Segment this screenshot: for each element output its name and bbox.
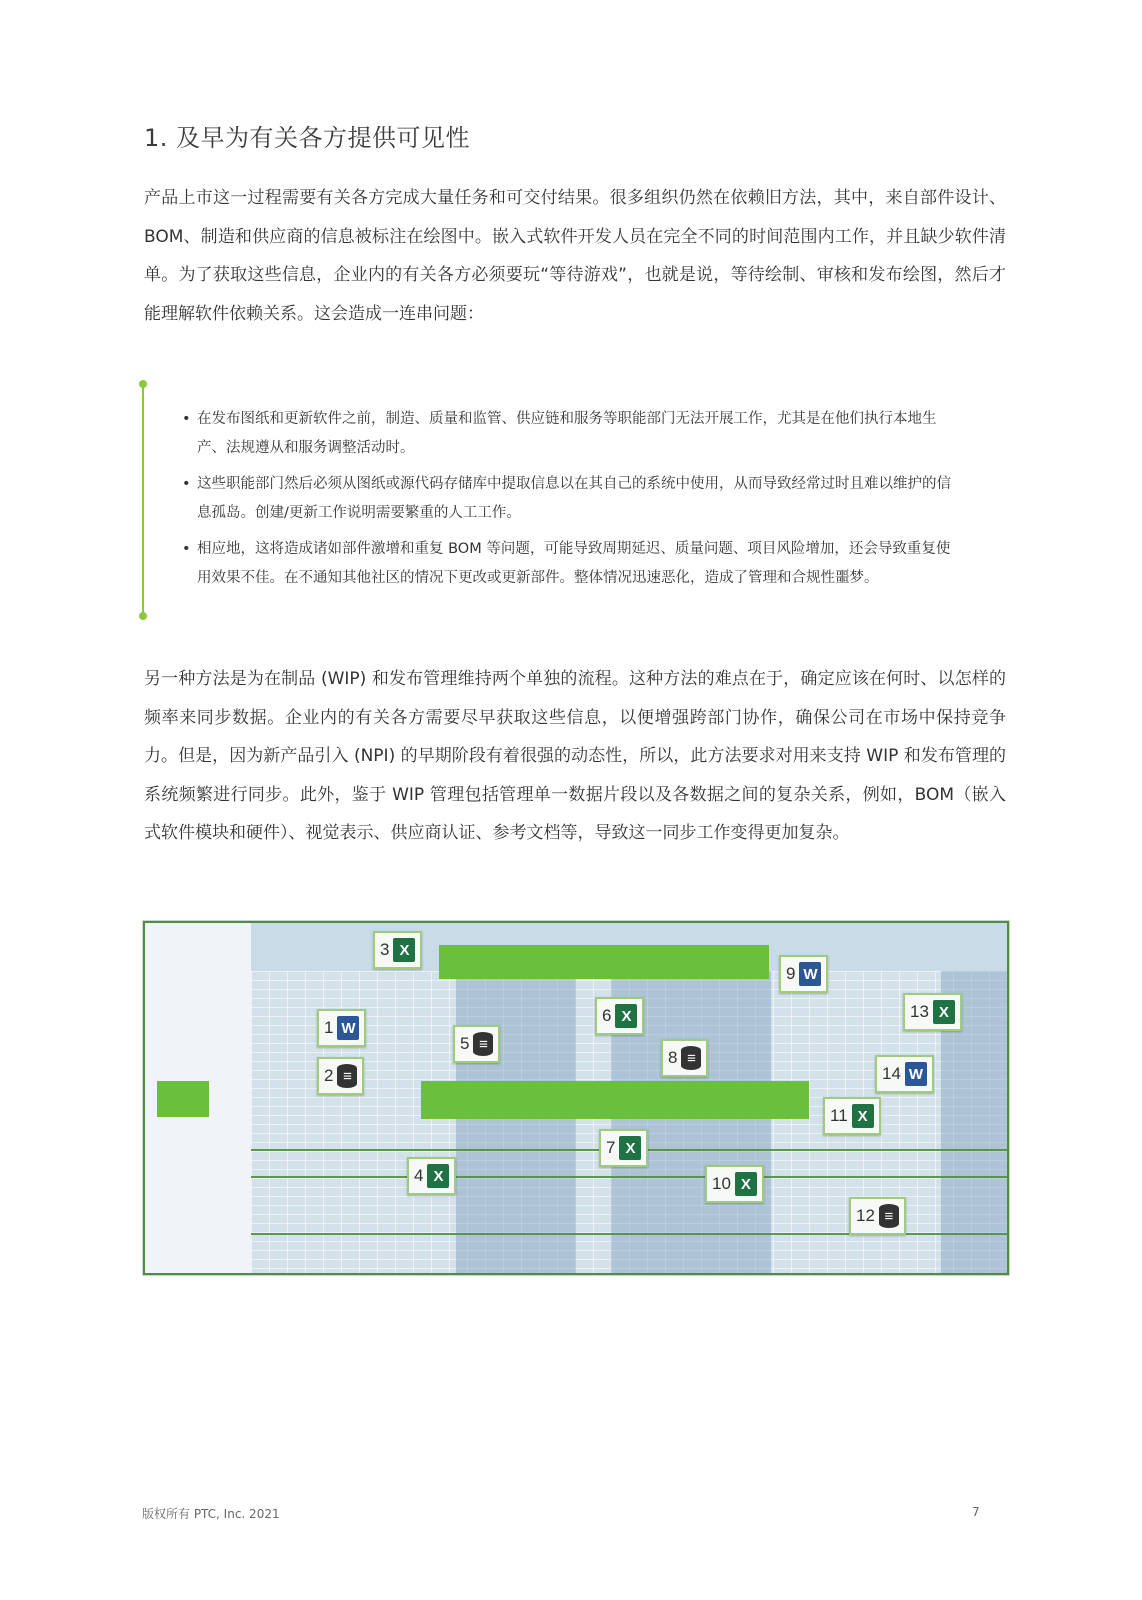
tile-number: 9 [786, 964, 796, 983]
file-tile-10 [705, 1165, 764, 1203]
database-icon: ≡ [337, 1064, 357, 1088]
file-tile-13 [903, 993, 962, 1031]
tile-number: 1 [324, 1018, 334, 1037]
callout-top-dot [139, 380, 147, 388]
database-icon: ≡ [879, 1204, 899, 1228]
word-icon: W [337, 1016, 359, 1040]
tile-number: 2 [324, 1066, 334, 1085]
excel-icon: X [933, 1000, 955, 1024]
tile-number: 7 [606, 1138, 616, 1157]
excel-icon: X [735, 1172, 757, 1196]
excel-icon: X [615, 1004, 637, 1028]
database-icon: ≡ [681, 1046, 701, 1070]
file-tile-2 [317, 1057, 364, 1095]
problems-list [182, 405, 962, 600]
file-tile-5 [453, 1025, 500, 1063]
tile-number: 5 [460, 1034, 470, 1053]
tile-number: 3 [380, 940, 390, 959]
excel-icon: X [427, 1164, 449, 1188]
callout-bottom-dot [139, 612, 147, 620]
redacted-bar [439, 945, 769, 979]
redacted-bar [421, 1081, 809, 1119]
list-item-text: 这些职能部门然后必须从图纸或源代码存储库中提取信息以在其自己的系统中使用，从而导致经常过时且难以维护的信息孤岛。创建/更新工作说明需要繁重的人工工作。 [197, 476, 951, 521]
section-heading: 1. 及早为有关各方提供可见性 [144, 124, 471, 152]
footer-copyright: 版权所有 PTC, Inc. 2021 [142, 1507, 280, 1521]
word-icon: W [799, 962, 821, 986]
redacted-bar [157, 1081, 209, 1117]
database-icon: ≡ [473, 1032, 493, 1056]
tile-number: 11 [830, 1106, 848, 1125]
deliverables-matrix-figure [142, 920, 1010, 1276]
file-tile-4 [407, 1157, 456, 1195]
word-icon: W [905, 1062, 927, 1086]
file-tile-6 [595, 997, 644, 1035]
wip-paragraph: 另一种方法是为在制品 (WIP) 和发布管理维持两个单独的流程。这种方法的难点在于，确定应该在何时、以怎样的频率来同步数据。企业内的有关各方需要尽早获取这些信息，以便增强跨部门协作，确保公司在市场中保持竞争力。但是，因为新产品引入 (NPI) 的早期阶段有着很强的动态性，所以，此方法要求对用来支持 WIP 和发布管理的系统频繁进行同步。此外，鉴于 WIP 管理包括管理单一数据片段以及各数据之间的复杂关系，例如，BOM（嵌入式软件模块和硬件）、视觉表示、供应商认证、参考文档等，导致这一同步工作变得更加复杂。 [144, 669, 1006, 843]
file-tile-14 [875, 1055, 934, 1093]
file-tile-3 [373, 931, 422, 969]
tile-number: 13 [910, 1002, 929, 1021]
tile-number: 4 [414, 1166, 424, 1185]
list-item [182, 405, 962, 463]
intro-paragraph: 产品上市这一过程需要有关各方完成大量任务和可交付结果。很多组织仍然在依赖旧方法，其中，来自部件设计、BOM、制造和供应商的信息被标注在绘图中。嵌入式软件开发人员在完全不同的时间范围内工作，并且缺少软件清单。为了获取这些信息，企业内的有关各方必须要玩“等待游戏”，也就是说，等待绘制、审核和发布绘图，然后才能理解软件依赖关系。这会造成一连串问题： [144, 188, 1006, 324]
list-item [182, 535, 962, 593]
matrix-shaded-band [456, 971, 576, 1275]
list-item-text: 相应地，这将造成诸如部件激增和重复 BOM 等问题，可能导致周期延迟、质量问题、项目风险增加，还会导致重复使用效果不佳。在不通知其他社区的情况下更改或更新部件。整体情况迅速恶化，造成了管理和合规性噩梦。 [197, 541, 951, 586]
file-tile-1 [317, 1009, 366, 1047]
list-item [182, 470, 962, 528]
callout-rule [142, 384, 144, 616]
tile-number: 12 [856, 1206, 875, 1225]
bullet-icon: • [182, 541, 191, 557]
file-tile-9 [779, 955, 828, 993]
file-tile-8 [661, 1039, 708, 1077]
file-tile-12 [849, 1197, 906, 1235]
page-number: 7 [972, 1505, 980, 1519]
bullet-icon: • [182, 476, 191, 492]
list-item-text: 在发布图纸和更新软件之前，制造、质量和监管、供应链和服务等职能部门无法开展工作，尤其是在他们执行本地生产、法规遵从和服务调整活动时。 [197, 411, 937, 456]
file-tile-7 [599, 1129, 648, 1167]
bullet-icon: • [182, 411, 191, 427]
problems-callout [142, 384, 972, 622]
tile-number: 14 [882, 1064, 901, 1083]
tile-number: 8 [668, 1048, 678, 1067]
tile-number: 10 [712, 1174, 731, 1193]
file-tile-11 [823, 1097, 881, 1135]
excel-icon: X [393, 938, 415, 962]
excel-icon: X [852, 1104, 874, 1128]
excel-icon: X [619, 1136, 641, 1160]
tile-number: 6 [602, 1006, 612, 1025]
matrix-divider [251, 1176, 1009, 1178]
